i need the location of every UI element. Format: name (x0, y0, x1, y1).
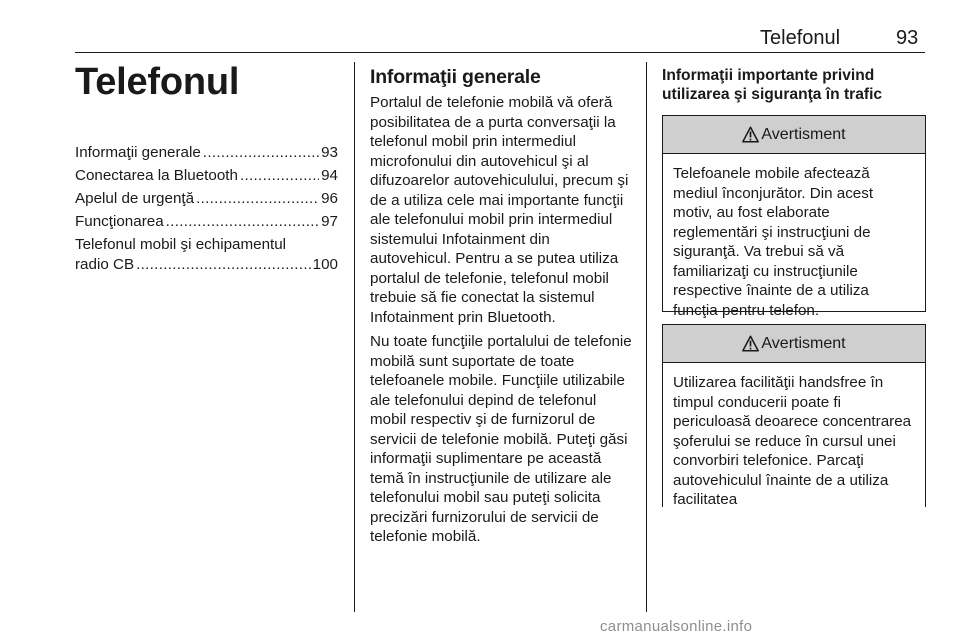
warning-text: Telefoanele mobile afectează mediul înconjurător. Din acest motiv, au fost elaborate reglementări şi instrucţiuni de siguranţă. Va trebui să vă familiarizaţi cu instrucţiunile respective înainte de a utiliza funcţia pentru telefon. (673, 165, 874, 319)
page-number: 93 (896, 27, 919, 49)
header-rule (75, 52, 925, 53)
chapter-title: Telefonul (75, 61, 240, 103)
warning-box (662, 115, 926, 319)
toc-entry[interactable] (75, 235, 338, 274)
toc-label: Conectarea la Bluetooth (75, 167, 238, 184)
toc-label-line1: Telefonul mobil şi echipamentul (75, 236, 287, 253)
general-info-section (370, 66, 635, 552)
warning-box (662, 324, 926, 507)
column-divider (646, 62, 647, 612)
toc-entry[interactable] (75, 143, 338, 163)
paragraph: Portalul de telefonie mobilă vă oferă posibilitatea de a purta conversaţii la telefonul mobil prin intermediul microfonului din autovehicul şi al difuzoarelor autovehiculului, precum şi de a utiliza cele mai importante funcţii ale telefonului mobil prin intermediul sistemului Infotainment din autovehicul. Pentru a se putea utiliza portalul de telefonie, telefonul mobil trebuie să fie conectat la sistemul Infotainment prin Bluetooth. (370, 94, 629, 326)
toc-page: 94 (321, 167, 338, 184)
toc-page: 100 (312, 255, 338, 273)
toc-page: 96 (321, 190, 338, 207)
warning-text: Utilizarea facilităţii handsfree în timpul conducerii poate fi periculoasă deoarece concentrarea şoferului se reduce în cursul unei convorbiri telefonice. Parcaţi autovehiculul înainte de a utiliza facilitatea (673, 374, 912, 507)
toc-label: Funcţionarea (75, 213, 164, 230)
toc-entry[interactable] (75, 212, 338, 232)
table-of-contents (75, 143, 338, 278)
toc-entry[interactable] (75, 189, 338, 209)
toc-label: Informaţii generale (75, 144, 201, 161)
toc-page: 97 (321, 213, 338, 230)
column-divider (354, 62, 355, 612)
toc-leader (196, 189, 319, 209)
toc-leader (240, 166, 319, 186)
warning-triangle-icon (742, 335, 759, 352)
toc-leader (203, 143, 319, 163)
toc-entry[interactable] (75, 166, 338, 186)
toc-page: 93 (321, 144, 338, 161)
toc-label: Apelul de urgenţă (75, 190, 195, 207)
warning-title: Avertisment (761, 125, 846, 143)
toc-label-line2: radio CB (75, 255, 135, 273)
warning-triangle-icon (742, 126, 759, 143)
warning-title: Avertisment (761, 334, 846, 352)
safety-section (662, 66, 924, 104)
toc-leader (166, 212, 319, 232)
section-heading: Informaţii importante privind utilizarea şi siguranţa în trafic (662, 67, 883, 103)
warning-header (663, 325, 925, 363)
paragraph: Nu toate funcţiile portalului de telefonie mobilă sunt suportate de toate telefoanele mobile. Funcţiile utilizabile ale telefonului depind de telefonul mobil respectiv şi de furnizorul de servicii de telefonie mobilă. Puteţi găsi informaţii suplimentare pe această temă în instrucţiunile de utilizare ale telefonului mobil sau puteţi solicita precizări furnizorului de servicii de telefonie mobilă. (370, 333, 632, 545)
watermark: carmanualsonline.info (600, 618, 753, 635)
warning-header (663, 116, 925, 154)
section-heading: Informaţii generale (370, 66, 541, 88)
running-title: Telefonul (760, 27, 841, 49)
toc-leader (136, 255, 311, 275)
